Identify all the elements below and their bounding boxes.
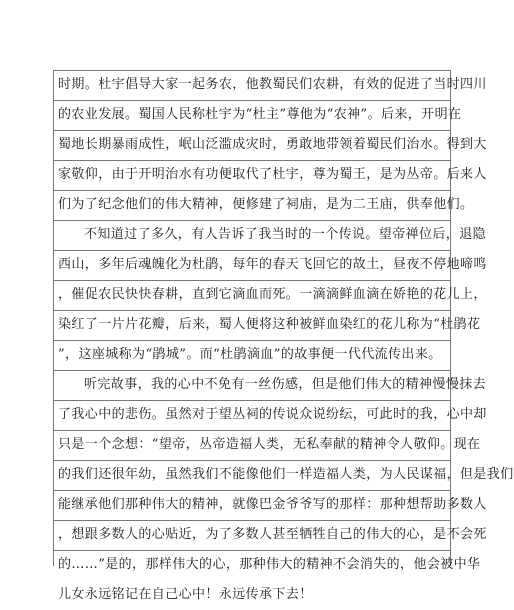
- text-line: ，想跟多数人的心贴近，为了多数人甚至牺牲自己的伟大的心，是不会死: [58, 527, 487, 542]
- text-line: 了我心中的悲伤。虽然对于望丛祠的传说众说纷纭，可此时的我，心中却: [58, 407, 487, 422]
- text-line: 西山，多年后魂魄化为杜鹃，每年的春天飞回它的故土，昼夜不停地啼鸣: [58, 257, 487, 272]
- essay-text: [58, 70, 514, 610]
- text-line: 们为了纪念他们的伟大精神，便修建了祠庙，是为二王庙，供奉他们。: [58, 197, 474, 212]
- text-line: ”，这座城称为“鹃城”。而“杜鹃滴血”的故事便一代代流传出来。: [58, 347, 442, 362]
- text-line: 的……”是的，那样伟大的心，那种伟大的精神不会消失的，他会被中华: [58, 557, 481, 572]
- lined-paper: [53, 70, 514, 602]
- text-line: 不知道过了多久，有人告诉了我当时的一个传说。望帝禅位后，退隐: [84, 227, 487, 242]
- text-line: 家敬仰，由于开明治水有功便取代了杜宇，尊为蜀王，是为丛帝。后来人: [58, 167, 487, 182]
- text-line: 时期。杜宇倡导大家一起务农，他教蜀民们农耕，有效的促进了当时四川: [58, 77, 487, 92]
- text-line: 的我们还很年幼，虽然我们不能像他们一样造福人类，为人民谋福，但是我们: [58, 467, 514, 482]
- text-line: 能继承他们那种伟大的精神，就像巴金爷爷写的那样：那种想帮助多数人: [58, 497, 487, 512]
- text-line: 听完故事，我的心中不免有一丝伤感，但是他们伟大的精神慢慢抹去: [84, 377, 487, 392]
- text-line: 只是一个念想：“望帝，丛帝造福人类，无私奉献的精神令人敬仰。现在: [58, 437, 481, 452]
- text-line: ，催促农民快快春耕，直到它滴血而死。一滴滴鲜血滴在娇艳的花儿上，: [58, 287, 487, 302]
- text-line: 染红了一片片花瓣，后来，蜀人便将这种被鲜血染红的花儿称为“杜鹃花: [58, 317, 481, 332]
- text-line: 儿女永远铭记在自己心中！永远传承下去！: [58, 587, 313, 602]
- text-line: 蜀地长期暴雨成性，岷山泛滥成灾时，勇敢地带领着蜀民们治水。得到大: [58, 137, 487, 152]
- text-line: 的农业发展。蜀国人民称杜宇为“杜主”尊他为“农神”。后来，开明在: [58, 107, 462, 122]
